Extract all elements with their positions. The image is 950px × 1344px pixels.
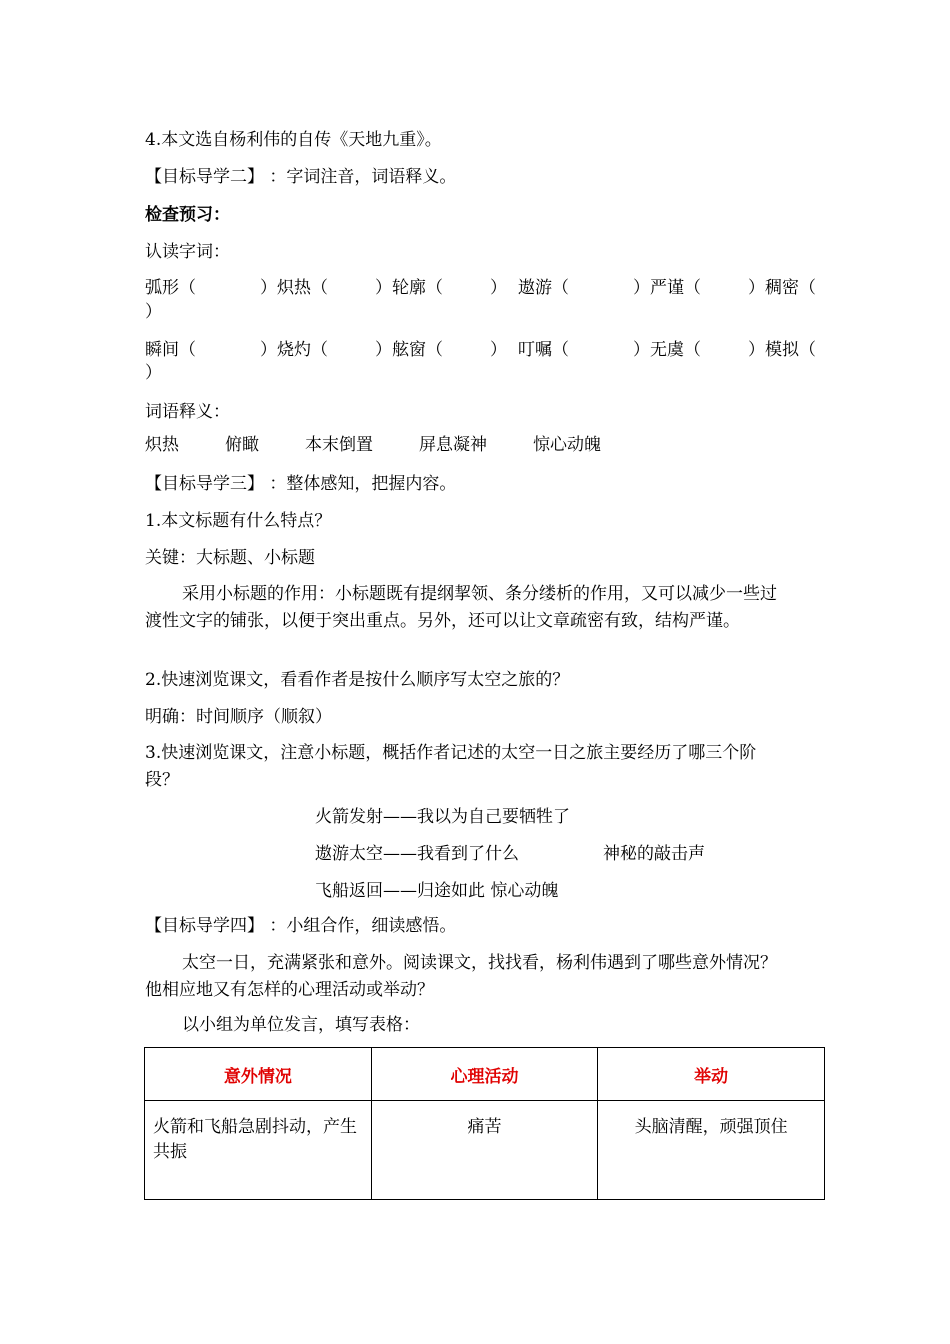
table-header: 举动 bbox=[598, 1048, 825, 1101]
key-answer-1: 关键：大标题、小标题 bbox=[145, 548, 315, 568]
table-header: 意外情况 bbox=[145, 1048, 372, 1101]
subtitle-function-paragraph: 采用小标题的作用：小标题既有提纲挈领、条分缕析的作用，又可以减少一些过渡性文字的铺张，以便于突出重点。另外，还可以让文章疏密有致，结构严谨。 bbox=[145, 584, 777, 631]
fill-item: ）烧灼（ bbox=[260, 340, 328, 360]
goal-4-heading: 【目标导学四】 ：小组合作，细读感悟。 bbox=[145, 916, 457, 936]
term-item: 惊心动魄 bbox=[533, 435, 601, 455]
stage-3: 飞船返回——归途如此 惊心动魄 bbox=[315, 881, 559, 901]
space-day-paragraph: 太空一日，充满紧张和意外。阅读课文，找找看，杨利伟遇到了哪些意外情况？他相应地又有怎样的心理活动或举动？ bbox=[145, 953, 777, 1000]
fill-item: ）严谨（ bbox=[633, 278, 701, 298]
fill-item: ） bbox=[490, 278, 507, 298]
stage-1: 火箭发射——我以为自己要牺牲了 bbox=[315, 807, 570, 827]
question-1: 1.本文标题有什么特点？ bbox=[145, 511, 332, 531]
goal-3-heading: 【目标导学三】 ：整体感知，把握内容。 bbox=[145, 474, 457, 494]
fill-item: ）模拟（ bbox=[748, 340, 816, 360]
fill-item: 瞬间（ bbox=[145, 340, 196, 360]
fill-item: ）炽热（ bbox=[260, 278, 328, 298]
table-header-row bbox=[145, 1048, 825, 1101]
answer-2: 明确：时间顺序（顺叙） bbox=[145, 707, 332, 727]
read-words-label: 认读字词： bbox=[145, 242, 230, 262]
fill-row-2 bbox=[145, 338, 816, 362]
fill-item: ）舷窗（ bbox=[375, 340, 443, 360]
stage-2-extra: 神秘的敲击声 bbox=[603, 844, 705, 864]
term-item: 俯瞰 bbox=[225, 435, 259, 455]
fill-item: ）无虞（ bbox=[633, 340, 701, 360]
fill-item: 叮嘱（ bbox=[518, 340, 569, 360]
term-item: 屏息凝神 bbox=[419, 435, 487, 455]
group-instruction: 以小组为单位发言，填写表格： bbox=[182, 1015, 420, 1035]
fill-row-2-tail: ） bbox=[145, 363, 162, 383]
situation-table bbox=[144, 1047, 825, 1200]
word-meaning-label: 词语释义： bbox=[145, 402, 230, 422]
intro-line-source: 4.本文选自杨利伟的自传《天地九重》。 bbox=[145, 130, 442, 150]
check-preview-heading: 检查预习： bbox=[145, 205, 230, 225]
fill-item: ） bbox=[490, 340, 507, 360]
fill-row-1 bbox=[145, 276, 816, 300]
table-header: 心理活动 bbox=[371, 1048, 598, 1101]
fill-row-1-tail: ） bbox=[145, 302, 162, 322]
fill-item: ）轮廓（ bbox=[375, 278, 443, 298]
fill-item: 弧形（ bbox=[145, 278, 196, 298]
stage-2: 遨游太空——我看到了什么 bbox=[315, 844, 519, 864]
goal-2-heading: 【目标导学二】 ：字词注音，词语释义。 bbox=[145, 167, 457, 187]
fill-item: ）稠密（ bbox=[748, 278, 816, 298]
fill-item: 遨游（ bbox=[518, 278, 569, 298]
question-2: 2.快速浏览课文，看看作者是按什么顺序写太空之旅的？ bbox=[145, 670, 570, 690]
term-item: 炽热 bbox=[145, 435, 179, 455]
question-3: 3.快速浏览课文，注意小标题，概括作者记述的太空一日之旅主要经历了哪三个阶段？ bbox=[145, 743, 757, 790]
table-cell: 火箭和飞船急剧抖动，产生共振 bbox=[145, 1101, 372, 1200]
table-row bbox=[145, 1101, 825, 1200]
table-cell: 头脑清醒，顽强顶住 bbox=[598, 1101, 825, 1200]
term-item: 本末倒置 bbox=[305, 435, 373, 455]
term-list bbox=[145, 433, 647, 457]
table-cell: 痛苦 bbox=[371, 1101, 598, 1200]
